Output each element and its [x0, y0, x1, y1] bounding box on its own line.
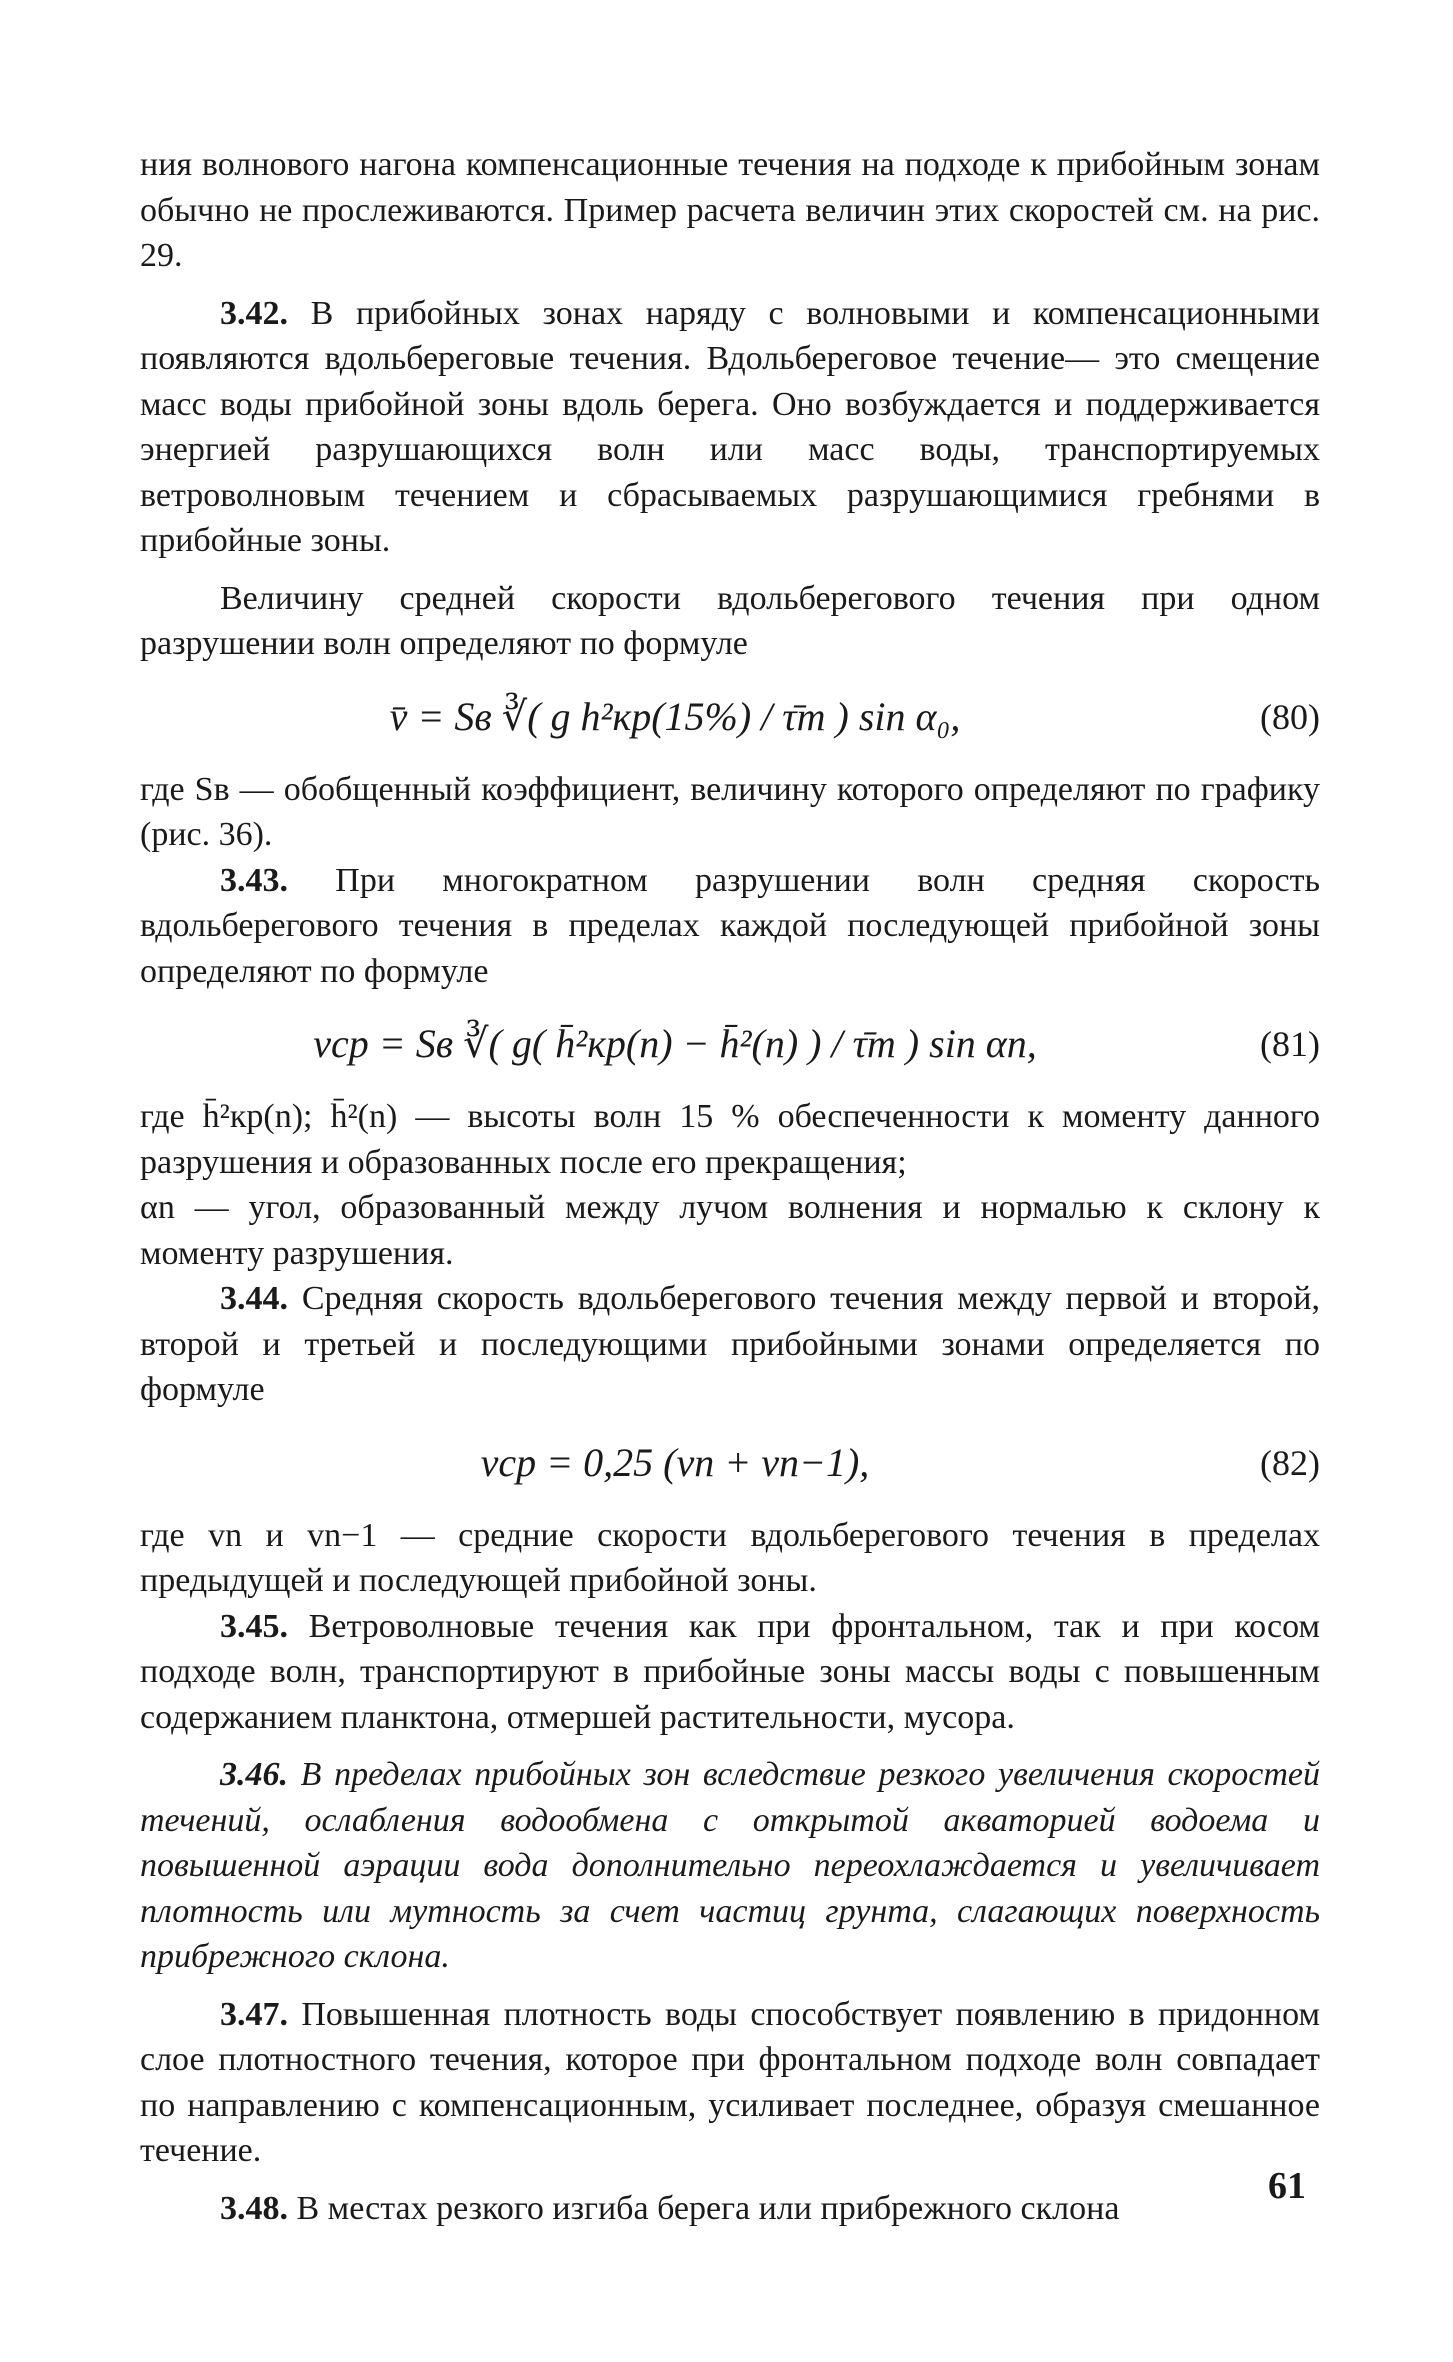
section-3-45	[140, 1604, 1320, 1741]
section-text: В пределах прибойных зон вследствие резкого увеличения скоростей течений, ослабления водообмена с открытой акваторией водоема и повышенной аэрации вода дополнительно переохлаждается и увеличивает плотность или мутность за счет частиц грунта, слагающих поверхность прибрежного склона.	[140, 1756, 1320, 1975]
section-text: В местах резкого изгиба берега или прибрежного склона	[288, 2189, 1120, 2227]
section-text: В прибойных зонах наряду с волновыми и компенсационными появляются вдольбереговые течения. Вдольбереговое течение— это смещение масс воды прибойной зоны вдоль берега. Оно возбуждается и поддерживается энергией разрушающихся волн или масс воды, транспортируемых ветроволновым течением и сбрасываемых разрушающимися гребнями в прибойные зоны.	[140, 294, 1320, 559]
section-number: 3.46.	[220, 1756, 288, 1793]
formula-82	[140, 1413, 1320, 1513]
section-3-44	[140, 1276, 1320, 1413]
section-number: 3.44.	[220, 1280, 288, 1317]
section-text: При многократном разрушении волн средняя скорость вдольберегового течения в пределах каждой последующей прибойной зоны определяют по формуле	[140, 861, 1320, 990]
paragraph-mean-speed: Величину средней скорости вдольберегового течения при одном разрушении волн определяют по формуле	[140, 579, 1320, 662]
formula-81-expression: vср = Sв ∛( g( h̄²кр(n) − h̄²(n) ) / τ̄m ) sin αn,	[313, 1021, 1037, 1066]
page-number: 61	[1268, 2165, 1306, 2207]
formula-80-expression: v̄ = Sв ∛( g h²кр(15%) / τ̄m ) sin α₀,	[389, 693, 961, 739]
section-number: 3.47.	[220, 1995, 288, 2033]
section-number: 3.43.	[220, 861, 288, 899]
where-82: где vn и vn−1 — средние скорости вдольберегового течения в пределах предыдущей и последующей прибойной зоны.	[140, 1516, 1320, 1599]
section-number: 3.42.	[220, 294, 288, 332]
section-3-46	[140, 1752, 1320, 1980]
formula-80-number: (80)	[1260, 696, 1320, 737]
section-3-48	[140, 2186, 1320, 2232]
body-text	[140, 142, 1320, 2231]
where-81-angle: αn — угол, образованный между лучом волнения и нормалью к склону к моменту разрушения.	[140, 1189, 1320, 1272]
section-text: Повышенная плотность воды способствует появлению в придонном слое плотностного течения, которое при фронтальном подходе волн совпадает по направлению с компенсационным, усиливает последнее, образуя смешанное течение.	[140, 1995, 1320, 2169]
paragraph-continuation: ния волнового нагона компенсационные течения на подходе к прибойным зонам обычно не прослеживаются. Пример расчета величин этих скоростей см. на рис. 29.	[140, 146, 1320, 274]
where-80: где Sв — обобщенный коэффициент, величину которого определяют по графику (рис. 36).	[140, 770, 1320, 853]
section-3-43	[140, 858, 1320, 995]
formula-81-number: (81)	[1260, 1024, 1320, 1064]
formula-80	[140, 667, 1320, 767]
where-81-heights: где h̄²кр(n); h̄²(n) — высоты волн 15 % обеспеченности к моменту данного разрушения и образованных после его прекращения;	[140, 1098, 1320, 1181]
formula-82-number: (82)	[1260, 1442, 1320, 1483]
section-3-47	[140, 1992, 1320, 2174]
section-text: Средняя скорость вдольберегового течения между первой и второй, второй и третьей и последующими прибойными зонами определяется по формуле	[140, 1280, 1320, 1408]
section-number: 3.48.	[220, 2189, 288, 2227]
section-text: Ветроволновые течения как при фронтальном, так и при косом подходе волн, транспортируют в прибойные зоны массы воды с повышенным содержанием планктона, отмершей растительности, мусора.	[140, 1607, 1320, 1736]
formula-81	[140, 994, 1320, 1094]
formula-82-expression: vср = 0,25 (vn + vn−1),	[480, 1439, 870, 1485]
section-number: 3.45.	[220, 1607, 288, 1645]
section-3-42	[140, 291, 1320, 564]
